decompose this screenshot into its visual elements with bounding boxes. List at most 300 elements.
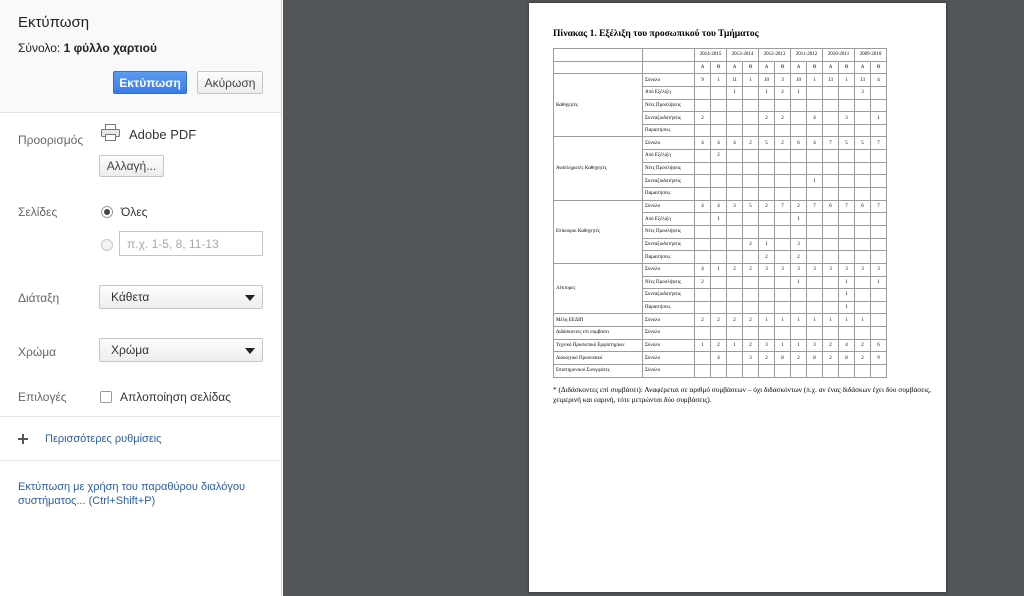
cancel-button[interactable]: Ακύρωση bbox=[197, 71, 263, 94]
value-cell bbox=[791, 112, 807, 125]
color-select-value: Χρώμα bbox=[111, 343, 150, 357]
value-cell bbox=[775, 251, 791, 264]
value-cell bbox=[871, 365, 887, 378]
value-cell bbox=[759, 301, 775, 314]
value-cell bbox=[695, 327, 711, 340]
value-cell: 1 bbox=[791, 213, 807, 226]
value-cell bbox=[743, 124, 759, 137]
value-cell bbox=[807, 99, 823, 112]
value-cell: 4 bbox=[695, 263, 711, 276]
value-cell: 1 bbox=[871, 112, 887, 125]
value-cell bbox=[711, 301, 727, 314]
value-cell bbox=[855, 251, 871, 264]
value-cell bbox=[871, 225, 887, 238]
value-cell: 4 bbox=[807, 112, 823, 125]
value-cell bbox=[807, 365, 823, 378]
row-label-cell: Σύνολο bbox=[643, 339, 695, 352]
value-cell: 2 bbox=[759, 112, 775, 125]
value-cell bbox=[791, 188, 807, 201]
value-cell: 7 bbox=[871, 200, 887, 213]
value-cell: 3 bbox=[807, 263, 823, 276]
change-destination-button[interactable]: Αλλαγή... bbox=[99, 155, 164, 177]
value-cell bbox=[823, 301, 839, 314]
value-cell bbox=[791, 301, 807, 314]
value-cell bbox=[727, 225, 743, 238]
sidebar-header bbox=[0, 0, 281, 113]
value-cell bbox=[711, 225, 727, 238]
document-title: Πίνακας 1. Εξέλιξη του προσωπικού του Τμήματος bbox=[553, 29, 759, 39]
value-cell bbox=[775, 276, 791, 289]
value-cell bbox=[711, 188, 727, 201]
group-name-cell: Επιστημονικοί Συνεργάτες bbox=[554, 365, 643, 378]
simplify-page-label: Απλοποίηση σελίδας bbox=[120, 390, 231, 404]
value-cell bbox=[855, 150, 871, 163]
value-cell: 3 bbox=[775, 74, 791, 87]
value-cell bbox=[791, 124, 807, 137]
value-cell: 2 bbox=[759, 200, 775, 213]
group-name-cell: Τεχνικό Προσωπικό Εργαστηρίων bbox=[554, 339, 643, 352]
table-row bbox=[554, 339, 887, 352]
subheader-cell: Α bbox=[791, 61, 807, 74]
layout-label: Διάταξη bbox=[18, 291, 60, 305]
value-cell bbox=[727, 276, 743, 289]
pages-custom-radio[interactable] bbox=[101, 239, 113, 251]
value-cell bbox=[823, 150, 839, 163]
value-cell: 1 bbox=[727, 339, 743, 352]
destination-label: Προορισμός bbox=[18, 133, 84, 147]
value-cell bbox=[727, 352, 743, 365]
value-cell bbox=[839, 225, 855, 238]
value-cell: 1 bbox=[711, 74, 727, 87]
value-cell bbox=[743, 175, 759, 188]
value-cell bbox=[743, 99, 759, 112]
value-cell bbox=[695, 301, 711, 314]
value-cell bbox=[711, 238, 727, 251]
value-cell: 2 bbox=[823, 339, 839, 352]
value-cell: 7 bbox=[839, 200, 855, 213]
year-header: 2010-2011 bbox=[823, 49, 855, 62]
print-button[interactable]: Εκτύπωση bbox=[113, 71, 187, 94]
value-cell bbox=[823, 213, 839, 226]
value-cell bbox=[743, 327, 759, 340]
value-cell bbox=[855, 124, 871, 137]
value-cell: 10 bbox=[759, 74, 775, 87]
value-cell bbox=[727, 251, 743, 264]
more-settings-link[interactable]: Περισσότερες ρυθμίσεις bbox=[45, 433, 162, 445]
value-cell: 2 bbox=[695, 314, 711, 327]
value-cell: 1 bbox=[839, 74, 855, 87]
value-cell bbox=[695, 213, 711, 226]
value-cell bbox=[839, 86, 855, 99]
value-cell: 5 bbox=[839, 137, 855, 150]
row-label-cell: Παραιτήσεις bbox=[643, 124, 695, 137]
header-blank-cell bbox=[643, 61, 695, 74]
value-cell: 1 bbox=[807, 314, 823, 327]
value-cell bbox=[839, 365, 855, 378]
value-cell bbox=[871, 150, 887, 163]
table-header-row bbox=[554, 49, 887, 62]
value-cell: 3 bbox=[855, 263, 871, 276]
value-cell bbox=[823, 162, 839, 175]
value-cell: 1 bbox=[791, 276, 807, 289]
value-cell bbox=[743, 150, 759, 163]
value-cell bbox=[807, 150, 823, 163]
value-cell: 1 bbox=[807, 175, 823, 188]
value-cell: 2 bbox=[695, 112, 711, 125]
value-cell bbox=[871, 175, 887, 188]
value-cell bbox=[759, 124, 775, 137]
value-cell bbox=[775, 289, 791, 302]
value-cell bbox=[695, 162, 711, 175]
value-cell: 1 bbox=[839, 289, 855, 302]
row-label-cell: Νέες Προσλήψεις bbox=[643, 162, 695, 175]
value-cell bbox=[743, 225, 759, 238]
row-label-cell: Σύνολο bbox=[643, 327, 695, 340]
value-cell bbox=[711, 251, 727, 264]
value-cell: 4 bbox=[727, 137, 743, 150]
subheader-cell: Θ bbox=[807, 61, 823, 74]
value-cell bbox=[855, 99, 871, 112]
system-dialog-link[interactable]: Εκτύπωση με χρήση του παραθύρου διαλόγου συστήματος... (Ctrl+Shift+P) bbox=[18, 481, 245, 507]
value-cell bbox=[743, 162, 759, 175]
table-row bbox=[554, 74, 887, 87]
value-cell: 2 bbox=[775, 137, 791, 150]
value-cell bbox=[727, 175, 743, 188]
row-label-cell: Νέες Προσλήψεις bbox=[643, 276, 695, 289]
value-cell: 1 bbox=[775, 314, 791, 327]
value-cell bbox=[871, 213, 887, 226]
value-cell bbox=[839, 327, 855, 340]
dropdown-arrow-icon bbox=[245, 348, 255, 354]
divider bbox=[0, 460, 282, 461]
value-cell bbox=[711, 175, 727, 188]
row-label-cell: Σύνολο bbox=[643, 352, 695, 365]
value-cell: 1 bbox=[759, 86, 775, 99]
value-cell: 2 bbox=[743, 238, 759, 251]
value-cell: 1 bbox=[711, 263, 727, 276]
preview-page bbox=[529, 3, 946, 592]
value-cell bbox=[807, 124, 823, 137]
value-cell bbox=[807, 327, 823, 340]
table-row bbox=[554, 200, 887, 213]
value-cell bbox=[695, 251, 711, 264]
value-cell bbox=[775, 365, 791, 378]
subheader-cell: Α bbox=[759, 61, 775, 74]
row-label-cell: Από Εξέλιξη bbox=[643, 86, 695, 99]
value-cell bbox=[711, 162, 727, 175]
value-cell bbox=[743, 289, 759, 302]
value-cell bbox=[727, 327, 743, 340]
value-cell: 3 bbox=[743, 352, 759, 365]
row-label-cell: Παραιτήσεις bbox=[643, 301, 695, 314]
value-cell: 10 bbox=[791, 74, 807, 87]
value-cell: 4 bbox=[695, 137, 711, 150]
value-cell: 2 bbox=[759, 251, 775, 264]
value-cell bbox=[711, 365, 727, 378]
value-cell bbox=[823, 188, 839, 201]
value-cell bbox=[807, 251, 823, 264]
value-cell bbox=[759, 276, 775, 289]
value-cell bbox=[855, 327, 871, 340]
value-cell: 1 bbox=[695, 339, 711, 352]
value-cell: 1 bbox=[791, 86, 807, 99]
row-label-cell: Συνταξιοδοτήσεις bbox=[643, 175, 695, 188]
value-cell bbox=[871, 99, 887, 112]
row-label-cell: Παραιτήσεις bbox=[643, 188, 695, 201]
value-cell bbox=[759, 162, 775, 175]
value-cell bbox=[823, 225, 839, 238]
dropdown-arrow-icon bbox=[245, 295, 255, 301]
value-cell: 1 bbox=[871, 276, 887, 289]
value-cell bbox=[823, 251, 839, 264]
color-label: Χρώμα bbox=[18, 345, 57, 359]
value-cell bbox=[855, 365, 871, 378]
value-cell: 3 bbox=[791, 238, 807, 251]
value-cell bbox=[727, 162, 743, 175]
value-cell bbox=[743, 188, 759, 201]
subheader-cell: Θ bbox=[775, 61, 791, 74]
value-cell: 2 bbox=[743, 314, 759, 327]
value-cell bbox=[823, 276, 839, 289]
value-cell bbox=[711, 289, 727, 302]
value-cell bbox=[743, 86, 759, 99]
value-cell bbox=[807, 86, 823, 99]
value-cell: 1 bbox=[759, 314, 775, 327]
value-cell bbox=[775, 175, 791, 188]
value-cell bbox=[759, 150, 775, 163]
value-cell: 1 bbox=[791, 314, 807, 327]
value-cell bbox=[807, 301, 823, 314]
value-cell: 3 bbox=[871, 263, 887, 276]
print-preview-area[interactable] bbox=[283, 0, 1024, 596]
value-cell bbox=[743, 112, 759, 125]
group-name-cell: Μέλη ΕΕΔΙΠ bbox=[554, 314, 643, 327]
value-cell bbox=[871, 314, 887, 327]
value-cell: 2 bbox=[695, 276, 711, 289]
value-cell bbox=[807, 213, 823, 226]
table-footnote: * (Διδάσκοντες επί συμβάσει): Αναφέρεται σε αριθμό συμβάσεων – όχι διδασκόντων (π.χ. αν ένας διδάσκων έχει δύο συμβάσεις, χειμερινή και εαρινή, τότε μετρώνται δύο συμβάσεις). bbox=[553, 385, 931, 404]
pages-label: Σελίδες bbox=[18, 205, 58, 219]
group-name-cell: Διδάσκοντες επί συμβάσει bbox=[554, 327, 643, 340]
value-cell bbox=[695, 238, 711, 251]
value-cell bbox=[839, 238, 855, 251]
value-cell bbox=[695, 225, 711, 238]
value-cell: 4 bbox=[807, 137, 823, 150]
value-cell bbox=[759, 225, 775, 238]
value-cell bbox=[855, 213, 871, 226]
value-cell bbox=[791, 365, 807, 378]
row-label-cell: Παραιτήσεις bbox=[643, 251, 695, 264]
value-cell bbox=[695, 188, 711, 201]
value-cell bbox=[839, 124, 855, 137]
row-label-cell: Νέες Προσλήψεις bbox=[643, 225, 695, 238]
sheet-count-label: Σύνολο: bbox=[18, 41, 64, 55]
layout-select[interactable] bbox=[99, 285, 263, 309]
value-cell bbox=[775, 213, 791, 226]
value-cell bbox=[743, 213, 759, 226]
destination-printer-name: Adobe PDF bbox=[129, 127, 197, 142]
group-name-cell: Επίκουροι Καθηγητές bbox=[554, 200, 643, 263]
value-cell bbox=[791, 99, 807, 112]
value-cell bbox=[807, 162, 823, 175]
value-cell bbox=[855, 301, 871, 314]
table-subheader-row bbox=[554, 61, 887, 74]
value-cell: 1 bbox=[727, 86, 743, 99]
value-cell: 2 bbox=[855, 352, 871, 365]
value-cell bbox=[871, 188, 887, 201]
value-cell: 1 bbox=[711, 213, 727, 226]
value-cell: 2 bbox=[743, 339, 759, 352]
group-name-cell: Λέκτορες bbox=[554, 263, 643, 314]
row-label-cell: Συνταξιοδοτήσεις bbox=[643, 289, 695, 302]
value-cell: 1 bbox=[743, 74, 759, 87]
table-row bbox=[554, 327, 887, 340]
value-cell: 7 bbox=[823, 137, 839, 150]
value-cell bbox=[759, 99, 775, 112]
value-cell bbox=[695, 352, 711, 365]
header-blank-cell bbox=[554, 61, 643, 74]
value-cell: 8 bbox=[839, 352, 855, 365]
value-cell bbox=[775, 225, 791, 238]
value-cell: 2 bbox=[727, 314, 743, 327]
subheader-cell: Θ bbox=[839, 61, 855, 74]
subheader-cell: Θ bbox=[743, 61, 759, 74]
value-cell bbox=[775, 188, 791, 201]
value-cell bbox=[823, 175, 839, 188]
value-cell bbox=[839, 150, 855, 163]
value-cell: 3 bbox=[839, 263, 855, 276]
value-cell bbox=[823, 99, 839, 112]
value-cell: 3 bbox=[775, 263, 791, 276]
value-cell: 9 bbox=[871, 352, 887, 365]
options-label: Επιλογές bbox=[18, 390, 67, 404]
value-cell: 1 bbox=[807, 74, 823, 87]
value-cell bbox=[823, 289, 839, 302]
table-row bbox=[554, 263, 887, 276]
simplify-page-checkbox[interactable] bbox=[100, 391, 112, 403]
value-cell bbox=[743, 301, 759, 314]
value-cell bbox=[791, 175, 807, 188]
value-cell bbox=[743, 276, 759, 289]
value-cell bbox=[823, 327, 839, 340]
table-row bbox=[554, 352, 887, 365]
value-cell: 6 bbox=[855, 200, 871, 213]
group-name-cell: Καθηγητές bbox=[554, 74, 643, 137]
value-cell: 7 bbox=[807, 200, 823, 213]
value-cell bbox=[871, 251, 887, 264]
value-cell: 1 bbox=[775, 339, 791, 352]
value-cell bbox=[727, 365, 743, 378]
value-cell bbox=[775, 162, 791, 175]
sheet-count-value: 1 φύλλο χαρτιού bbox=[63, 41, 157, 55]
value-cell: 11 bbox=[727, 74, 743, 87]
pages-all-radio[interactable] bbox=[101, 206, 113, 218]
value-cell bbox=[711, 112, 727, 125]
printer-icon bbox=[101, 124, 120, 141]
value-cell bbox=[807, 289, 823, 302]
plus-icon[interactable] bbox=[18, 434, 28, 444]
value-cell: 3 bbox=[759, 263, 775, 276]
value-cell bbox=[871, 301, 887, 314]
value-cell: 2 bbox=[711, 150, 727, 163]
value-cell bbox=[775, 327, 791, 340]
row-label-cell: Σύνολο bbox=[643, 314, 695, 327]
value-cell: 4 bbox=[711, 200, 727, 213]
color-select[interactable] bbox=[99, 338, 263, 362]
header-blank-cell bbox=[643, 49, 695, 62]
table-row bbox=[554, 137, 887, 150]
row-label-cell: Από Εξέλιξη bbox=[643, 213, 695, 226]
value-cell: 4 bbox=[695, 200, 711, 213]
value-cell bbox=[695, 175, 711, 188]
value-cell bbox=[695, 86, 711, 99]
value-cell: 5 bbox=[759, 137, 775, 150]
value-cell: 5 bbox=[855, 137, 871, 150]
value-cell bbox=[871, 327, 887, 340]
value-cell: 3 bbox=[807, 339, 823, 352]
value-cell: 6 bbox=[871, 339, 887, 352]
value-cell: 3 bbox=[759, 339, 775, 352]
value-cell bbox=[855, 162, 871, 175]
value-cell: 9 bbox=[695, 74, 711, 87]
value-cell: 1 bbox=[823, 314, 839, 327]
value-cell bbox=[871, 162, 887, 175]
value-cell bbox=[711, 86, 727, 99]
header-blank-cell bbox=[554, 49, 643, 62]
row-label-cell: Σύνολο bbox=[643, 365, 695, 378]
value-cell: 2 bbox=[743, 263, 759, 276]
staff-table bbox=[553, 48, 887, 378]
value-cell bbox=[823, 238, 839, 251]
value-cell bbox=[839, 99, 855, 112]
value-cell bbox=[775, 124, 791, 137]
year-header: 2012-2013 bbox=[759, 49, 791, 62]
subheader-cell: Α bbox=[727, 61, 743, 74]
value-cell bbox=[727, 188, 743, 201]
value-cell bbox=[839, 251, 855, 264]
value-cell bbox=[855, 175, 871, 188]
value-cell: 8 bbox=[807, 352, 823, 365]
value-cell bbox=[855, 276, 871, 289]
pages-range-input[interactable] bbox=[119, 231, 263, 256]
row-label-cell: Σύνολο bbox=[643, 74, 695, 87]
value-cell bbox=[727, 289, 743, 302]
value-cell bbox=[775, 238, 791, 251]
value-cell: 2 bbox=[855, 339, 871, 352]
divider bbox=[0, 416, 282, 417]
value-cell bbox=[759, 188, 775, 201]
value-cell bbox=[743, 365, 759, 378]
value-cell bbox=[759, 175, 775, 188]
value-cell bbox=[695, 289, 711, 302]
value-cell bbox=[823, 365, 839, 378]
group-name-cell: Αναπληρωτές Καθηγητές bbox=[554, 137, 643, 200]
value-cell bbox=[823, 124, 839, 137]
value-cell bbox=[839, 175, 855, 188]
value-cell bbox=[695, 124, 711, 137]
value-cell bbox=[855, 188, 871, 201]
value-cell: 13 bbox=[855, 74, 871, 87]
value-cell bbox=[855, 289, 871, 302]
value-cell bbox=[871, 289, 887, 302]
row-label-cell: Από Εξέλιξη bbox=[643, 150, 695, 163]
subheader-cell: Θ bbox=[711, 61, 727, 74]
value-cell: 6 bbox=[791, 137, 807, 150]
value-cell bbox=[727, 112, 743, 125]
value-cell bbox=[711, 124, 727, 137]
value-cell bbox=[727, 99, 743, 112]
row-label-cell: Σύνολο bbox=[643, 137, 695, 150]
